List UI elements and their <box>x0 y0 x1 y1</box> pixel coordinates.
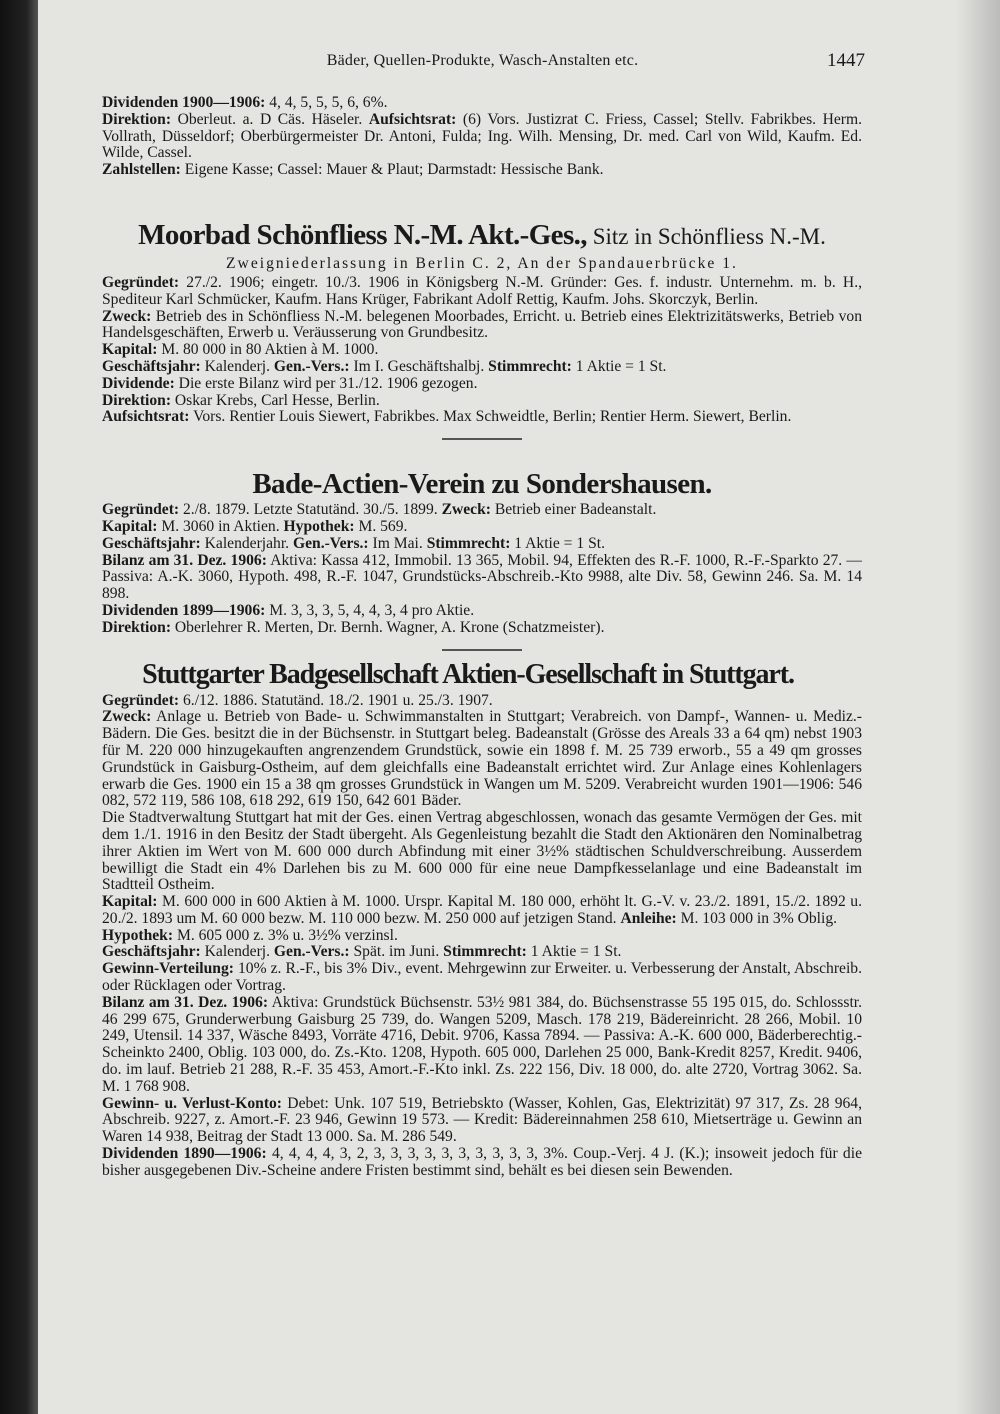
entry-paragraph <box>102 553 862 603</box>
field-value: 4, 4, 4, 4, 3, 2, 3, 3, 3, 3, 3, 3, 3, 3, 3, 3, 3%. Coup.-Verj. 4 J. (K.); insoweit jedoch für die bisher ausgegebenen Div.-Scheine andere Fristen bestimmt sind, behält es bei diesen sein Bewenden. <box>102 1145 862 1179</box>
entry-paragraph <box>102 95 862 112</box>
book-binding-edge <box>0 0 38 1414</box>
company-name: Bade-Actien-Verein zu Sondershausen. <box>252 468 712 501</box>
field-label: Kapital: <box>102 517 158 535</box>
field-value: M. 600 000 in 600 Aktien à M. 1000. Urspr. Kapital M. 180 000, erhöht lt. G.-V. v. 23./2. 1891, 15./2. 1892 u. 20./2. 1893 um M. 60 000 bezw. M. 110 000 bezw. M. 250 000 auf jetzigen Stand. <box>102 893 862 927</box>
entry-paragraph <box>102 894 862 928</box>
field-label: Zweck: <box>441 501 491 519</box>
field-label: Gen.-Vers.: <box>292 534 369 552</box>
entry-paragraph <box>102 928 862 945</box>
field-value: M. 103 000 in 3% Oblig. <box>676 909 838 927</box>
field-value: Im Mai. <box>368 534 427 552</box>
page-shadow <box>955 0 1000 1414</box>
field-value: Anlage u. Betrieb von Bade- u. Schwimmanstalten in Stuttgart; Verabreich. von Dampf-, Wannen- u. Mediz.-Bädern. Die Ges. besitzt die in der Büchsenstr. in Stuttgart beleg. Badeanstalt (Grösse des Areals 33 a 64 qm) nebst 1903 für M. 220 000 hinzugekauften angrenzendem Grundstück, sowie ein 1898 f. M. 25 739 erworb., 55 a 49 qm grosses Grundstück in Gaisburg-Ostheim, auf dem gleichfalls eine Badeanstalt errichtet wird. Zur Anlage eines Kohlenlagers erwarb die Ges. 1900 ein 15 a 38 qm grosses Grundstück in Wangen um M. 5209. Verabreicht wurden 1901—1906: 546 082, 572 119, 586 108, 618 292, 619 150, 642 601 Bäder. <box>102 708 862 810</box>
running-header <box>100 52 865 74</box>
entry-paragraph <box>102 1096 862 1146</box>
company-name: Moorbad Schönfliess N.-M. Akt.-Ges., <box>138 218 587 251</box>
field-label: Kapital: <box>102 341 158 359</box>
field-label: Hypothek: <box>102 926 174 944</box>
company-name: Stuttgarter Badgesellschaft Aktien-Gesellschaft in Stuttgart. <box>142 658 794 690</box>
entry-paragraph <box>102 376 862 393</box>
field-value: Oberleut. a. D Cäs. Häseler. <box>171 110 369 128</box>
page-content <box>102 95 862 1180</box>
entry-paragraph <box>102 393 862 410</box>
field-value: Betrieb des in Schönfliess N.-M. belegenen Moorbades, Erricht. u. Betrieb eines Elektrizitätswerks, Betrieb von Handelsgeschäften, Erwerb u. Veräusserung von Grundbesitz. <box>102 307 862 342</box>
field-value: M. 80 000 in 80 Aktien à M. 1000. <box>157 341 379 359</box>
field-label: Anleihe: <box>620 909 677 927</box>
field-label: Zahlstellen: <box>102 161 181 179</box>
field-label: Bilanz am 31. Dez. 1906: <box>102 551 267 569</box>
field-label: Geschäftsjahr: <box>102 357 201 375</box>
field-value: 6./12. 1886. Statutänd. 18./2. 1901 u. 25./3. 1907. <box>179 691 493 709</box>
company-entry <box>102 468 862 650</box>
field-label: Direktion: <box>102 110 172 128</box>
field-label: Zweck: <box>102 307 152 325</box>
field-value: M. 3060 in Aktien. <box>157 517 284 535</box>
field-label: Gen.-Vers.: <box>273 357 350 375</box>
entry-paragraph <box>102 620 862 637</box>
field-value: Die erste Bilanz wird per 31./12. 1906 gezogen. <box>174 374 478 392</box>
company-entry <box>102 659 862 1180</box>
field-label: Gegründet: <box>102 691 180 709</box>
field-label: Geschäftsjahr: <box>102 943 201 961</box>
field-label: Kapital: <box>102 893 158 911</box>
field-label: Gewinn-Verteilung: <box>102 960 234 978</box>
company-entry <box>102 219 862 440</box>
field-value: M. 3, 3, 3, 5, 4, 4, 3, 4 pro Aktie. <box>265 601 475 619</box>
field-label: Stimmrecht: <box>488 357 572 375</box>
entry-paragraph <box>102 1146 862 1180</box>
field-label: Geschäftsjahr: <box>102 534 201 552</box>
field-value: Spät. im Juni. <box>349 943 444 961</box>
entry-paragraph <box>102 342 862 359</box>
field-value: M. 605 000 z. 3% u. 3½% verzinsl. <box>173 926 398 944</box>
field-value: 10% z. R.-F., bis 3% Div., event. Mehrgewinn zur Erweiter. u. Verbesserung der Anstalt, Abschreib. oder Rücklagen oder Vortrag. <box>102 960 862 995</box>
entry-paragraph <box>102 810 862 894</box>
entry-paragraph <box>102 162 862 179</box>
entry-paragraph <box>102 709 862 810</box>
field-value: Betrieb einer Badeanstalt. <box>490 501 657 519</box>
field-value: Die Stadtverwaltung Stuttgart hat mit der Ges. einen Vertrag abgeschlossen, wonach das gesamte Vermögen der Ges. mit dem 1./1. 1916 in den Besitz der Stadt übergeht. Als Gegenleistung bezahlt die Stadt den Aktionären den Nominalbetrag ihrer Aktien im Wert von M. 600 000 durch Abfindung mit einer 3½% städtischen Schuldverschreibung. Ausserdem bewilligt die Stadt ein 4% Darlehen bis zu M. 600 000 für eine neue Dampfkesselanlage und eine Badeanstalt im Stadtteil Ostheim. <box>102 809 862 894</box>
field-label: Gen.-Vers.: <box>273 943 350 961</box>
field-label: Stimmrecht: <box>443 943 527 961</box>
field-value: Kalenderj. <box>200 943 274 961</box>
entry-paragraph <box>102 112 862 162</box>
field-value: M. 569. <box>354 517 408 535</box>
field-value: Im I. Geschäftshalbj. <box>349 357 489 375</box>
field-label: Zweck: <box>102 708 152 726</box>
entry-paragraph <box>102 519 862 536</box>
entry-paragraph <box>102 502 862 519</box>
page-number: 1447 <box>827 50 865 71</box>
section-divider <box>442 649 522 651</box>
section-divider <box>442 438 522 440</box>
field-value: 1 Aktie = 1 St. <box>510 534 605 552</box>
field-label: Direktion: <box>102 391 172 409</box>
entry-paragraph <box>102 275 862 309</box>
field-value: Aktiva: Kassa 412, Immobil. 13 365, Mobil. 94, Effekten des R.-F. 1000, R.-F.-Sparkto 27. — Passiva: A.-K. 3060, Hypoth. 498, R.-F. 1047, Grundstücks-Abschreib.-Kto 9988, alte Div. 58, Gewinn 246. Sa. M. 14 898. <box>102 551 862 603</box>
field-value: Kalenderj. <box>200 357 274 375</box>
company-title <box>102 468 862 500</box>
entry-paragraph <box>102 409 862 426</box>
field-value: (6) Vors. Justizrat C. Friess, Cassel; Stellv. Fabrikbes. Herm. Vollrath, Düsseldorf; Oberbürgermeister Dr. Antoni, Fulda; Ing. Wilh. Mensing, Dr. med. Carl von Wild, Kaufm. Ed. Wilde, Cassel. <box>102 110 863 162</box>
company-title <box>74 659 862 691</box>
field-label: Gewinn- u. Verlust-Konto: <box>102 1094 282 1112</box>
field-label: Direktion: <box>102 618 172 636</box>
field-label: Hypothek: <box>283 517 355 535</box>
field-value: 1 Aktie = 1 St. <box>571 357 667 375</box>
field-value: Eigene Kasse; Cassel: Mauer & Plaut; Darmstadt: Hessische Bank. <box>180 161 604 179</box>
entry-paragraph <box>102 693 862 710</box>
field-value: Vors. Rentier Louis Siewert, Fabrikbes. Max Schweidtle, Berlin; Rentier Herm. Siewert, Berlin. <box>189 408 792 426</box>
field-label: Dividenden 1900—1906: <box>102 94 266 111</box>
entry-paragraph <box>102 536 862 553</box>
entry-paragraph <box>102 995 862 1096</box>
field-label: Dividenden 1890—1906: <box>102 1145 267 1163</box>
field-label: Aufsichtsrat: <box>368 110 457 128</box>
field-value: Oskar Krebs, Carl Hesse, Berlin. <box>171 391 380 409</box>
field-label: Gegründet: <box>102 501 180 519</box>
field-value: 4, 4, 5, 5, 5, 6, 6%. <box>265 94 388 111</box>
company-entry <box>102 95 862 179</box>
field-value: 1 Aktie = 1 St. <box>526 943 622 961</box>
field-label: Gegründet: <box>102 273 180 291</box>
field-label: Dividende: <box>102 374 175 392</box>
field-label: Dividenden 1899—1906: <box>102 601 266 619</box>
field-value: 2./8. 1879. Letzte Statutänd. 30./5. 1899. <box>179 501 442 519</box>
entry-paragraph <box>102 359 862 376</box>
company-branch: Zweigniederlassung in Berlin C. 2, An der Spandauerbrücke 1. <box>226 254 738 272</box>
field-value: Aktiva: Grundstück Büchsenstr. 53½ 981 384, do. Büchsenstrasse 55 195 015, do. Schlossstr. 46 299 675, Grunderwerbung Gaisburg 25 739, do. Wangen 5209, Masch. 178 219, Bädereinricht. 28 266, Mobil. 10 249, Utensil. 14 337, Wäsche 8493, Vorräte 4716, Debit. 9706, Kassa 7894. — Passiva: A.-K. 600 000, Bäderberechtig.-Scheinkto 2400, Oblig. 103 000, do. Zs.-Kto. 1208, Hypoth. 605 000, Darlehen 25 000, Bank-Kredit 8257, Kredit. 9406, do. im lauf. Betrieb 21 288, R.-F. 35 453, Amort.-F.-Kto inkl. Zs. 222 156, Div. 18 000, do. alte 2720, Vortrag 3062. Sa. M. 1 768 908. <box>102 993 863 1095</box>
field-label: Stimmrecht: <box>426 534 511 552</box>
field-label: Aufsichtsrat: <box>102 408 190 426</box>
field-value: Kalenderjahr. <box>200 534 293 552</box>
entry-paragraph <box>102 603 862 620</box>
field-label: Bilanz am 31. Dez. 1906: <box>102 993 269 1011</box>
field-value: Debet: Unk. 107 519, Betriebskto (Wasser, Kohlen, Gas, Elektrizität) 97 317, Zs. 28 964, Abschreib. 9227, z. Amort.-F. 23 946, Gewinn 19 573. — Kredit: Bädereinnahmen 258 610, Mietserträge u. Gewinn an Waren 14 938, Beitrag der Stadt 13 000. Sa. M. 286 549. <box>102 1094 862 1146</box>
entry-paragraph <box>102 309 862 343</box>
company-seat: Sitz in Schönfliess N.-M. <box>586 223 826 249</box>
entry-paragraph <box>102 961 862 995</box>
field-value: 27./2. 1906; eingetr. 10./3. 1906 in Königsberg N.-M. Gründer: Ges. f. industr. Unternehm. m. b. H., Spediteur Karl Schmücker, Kaufm. Hans Krüger, Fabrikant Adolf Rettig, Kaufm. Johs. Skorczyk, Berlin. <box>102 273 862 308</box>
running-title: Bäder, Quellen-Produkte, Wasch-Anstalten etc. <box>326 52 639 69</box>
company-title <box>102 219 862 253</box>
entry-paragraph <box>102 944 862 961</box>
field-value: Oberlehrer R. Merten, Dr. Bernh. Wagner, A. Krone (Schatzmeister). <box>171 618 605 636</box>
